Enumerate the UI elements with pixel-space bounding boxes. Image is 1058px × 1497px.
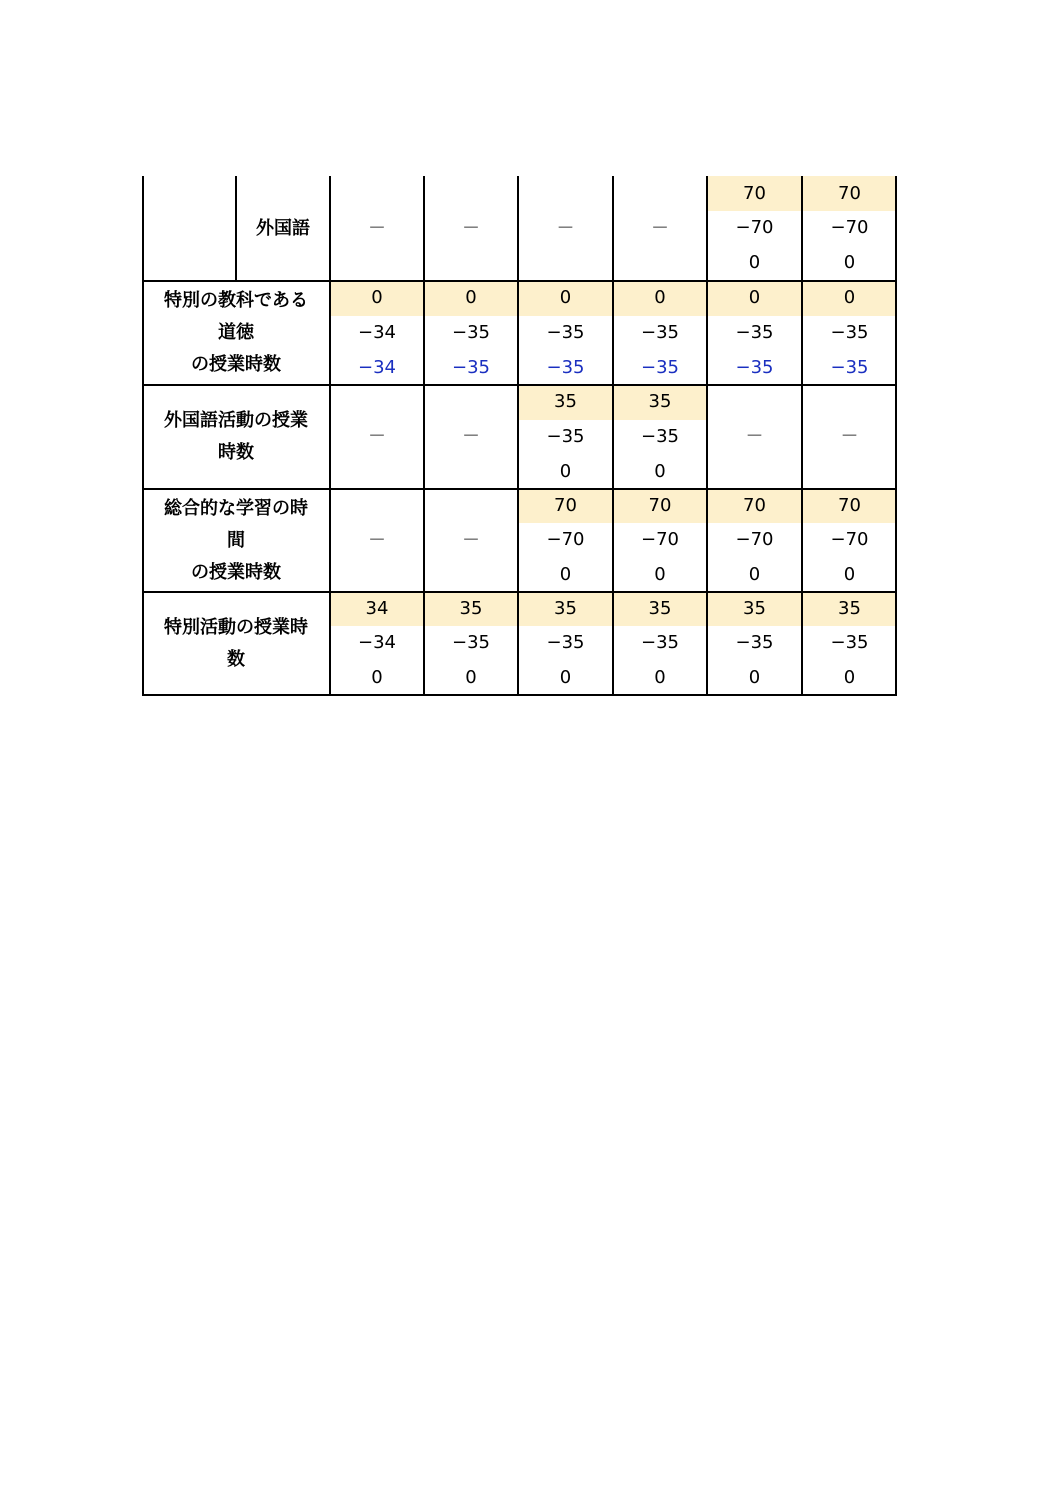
grid-line [142, 176, 144, 695]
value-highlight: 35 [803, 591, 896, 626]
value-highlight: 0 [708, 281, 801, 316]
dash-cell: － [368, 426, 386, 447]
value-cell: 0 [748, 252, 761, 274]
grid-line [612, 176, 614, 695]
value-cell: 0 [843, 252, 856, 274]
row-label [142, 489, 330, 592]
row-label-line: 間 [227, 529, 245, 551]
value-cell: −35 [452, 321, 490, 343]
grid-line [142, 280, 897, 282]
row-label-line: 特別の教科である [164, 290, 308, 311]
value-cell: −35 [641, 425, 679, 447]
grid-line [142, 488, 897, 490]
grid-line [142, 591, 897, 593]
value-cell: 0 [371, 667, 383, 689]
dash-cell: － [368, 529, 386, 551]
value-highlight: 0 [425, 281, 517, 316]
value-cell: −35 [830, 356, 869, 378]
value-cell: 0 [559, 460, 572, 482]
grid-line [423, 176, 425, 695]
value-cell: −35 [641, 321, 679, 343]
value-highlight: 70 [708, 176, 801, 211]
grid-line [517, 176, 519, 695]
row-label [236, 176, 330, 281]
grid-line [895, 176, 897, 695]
dash-cell: － [556, 217, 575, 239]
value-highlight: 70 [519, 488, 612, 523]
value-cell: −70 [641, 529, 679, 551]
value-cell: 0 [654, 564, 666, 586]
dash-cell: － [462, 529, 480, 551]
value-cell: −70 [735, 529, 774, 551]
value-highlight: 0 [519, 281, 612, 316]
value-cell: 0 [843, 564, 856, 586]
value-cell: −35 [641, 356, 679, 378]
value-cell: −70 [830, 217, 869, 239]
row-label-line: 特別活動の授業時 [164, 616, 308, 638]
value-highlight: 70 [614, 488, 706, 523]
dash-cell: － [462, 217, 480, 239]
row-label [142, 281, 330, 385]
grid-line [329, 176, 331, 695]
grid-line [706, 176, 708, 695]
value-highlight: 35 [519, 385, 612, 420]
value-cell: 0 [654, 460, 666, 482]
value-cell: −35 [546, 425, 585, 447]
value-highlight: 35 [519, 591, 612, 626]
dash-cell: － [368, 217, 386, 239]
grid-line [142, 384, 897, 386]
value-highlight: 35 [708, 591, 801, 626]
value-cell: 0 [559, 564, 572, 586]
value-cell: −34 [358, 632, 396, 654]
value-highlight: 35 [614, 591, 706, 626]
value-highlight: 70 [803, 176, 896, 211]
value-cell: −35 [546, 356, 585, 378]
value-cell: −35 [452, 356, 490, 378]
row-label [142, 385, 330, 489]
value-cell: −70 [735, 217, 774, 239]
value-highlight: 0 [614, 281, 706, 316]
grid-line [142, 694, 897, 696]
value-highlight: 70 [708, 488, 801, 523]
row-label-line: 道徳 [218, 322, 254, 343]
grid-line [801, 176, 803, 695]
value-cell: −35 [735, 356, 774, 378]
value-cell: 0 [654, 667, 666, 689]
value-cell: −35 [735, 632, 774, 654]
value-cell: 0 [465, 667, 477, 689]
value-highlight: 0 [331, 281, 423, 316]
value-cell: 0 [843, 667, 856, 689]
value-highlight: 35 [425, 591, 517, 626]
row-label-line: 時数 [218, 442, 254, 463]
value-highlight: 35 [614, 385, 706, 420]
value-cell: −35 [452, 632, 490, 654]
value-cell: −70 [830, 529, 869, 551]
value-highlight: 70 [803, 488, 896, 523]
value-cell: 0 [748, 667, 761, 689]
value-cell: −34 [358, 356, 396, 378]
dash-cell: － [840, 426, 859, 447]
dash-cell: － [462, 426, 480, 447]
value-cell: −35 [546, 321, 585, 343]
value-cell: −35 [641, 632, 679, 654]
hours-table [142, 176, 897, 695]
row-label [142, 592, 330, 695]
row-label-line: 外国語活動の授業 [164, 410, 308, 431]
grid-line [235, 176, 237, 281]
value-cell: 0 [559, 667, 572, 689]
row-label-line: 外国語 [256, 217, 310, 239]
value-highlight: 0 [803, 281, 896, 316]
value-cell: −35 [735, 321, 774, 343]
dash-cell: － [745, 426, 764, 447]
value-cell: −35 [830, 321, 869, 343]
value-cell: 0 [748, 564, 761, 586]
row-label-line: の授業時数 [191, 561, 281, 583]
row-label-line: の授業時数 [191, 354, 281, 375]
dash-cell: － [651, 217, 669, 239]
value-highlight: 34 [331, 591, 423, 626]
row-label-line: 総合的な学習の時 [164, 497, 308, 519]
value-cell: −70 [546, 529, 585, 551]
value-cell: −34 [358, 321, 396, 343]
value-cell: −35 [830, 632, 869, 654]
row-label-line: 数 [227, 648, 245, 670]
value-cell: −35 [546, 632, 585, 654]
